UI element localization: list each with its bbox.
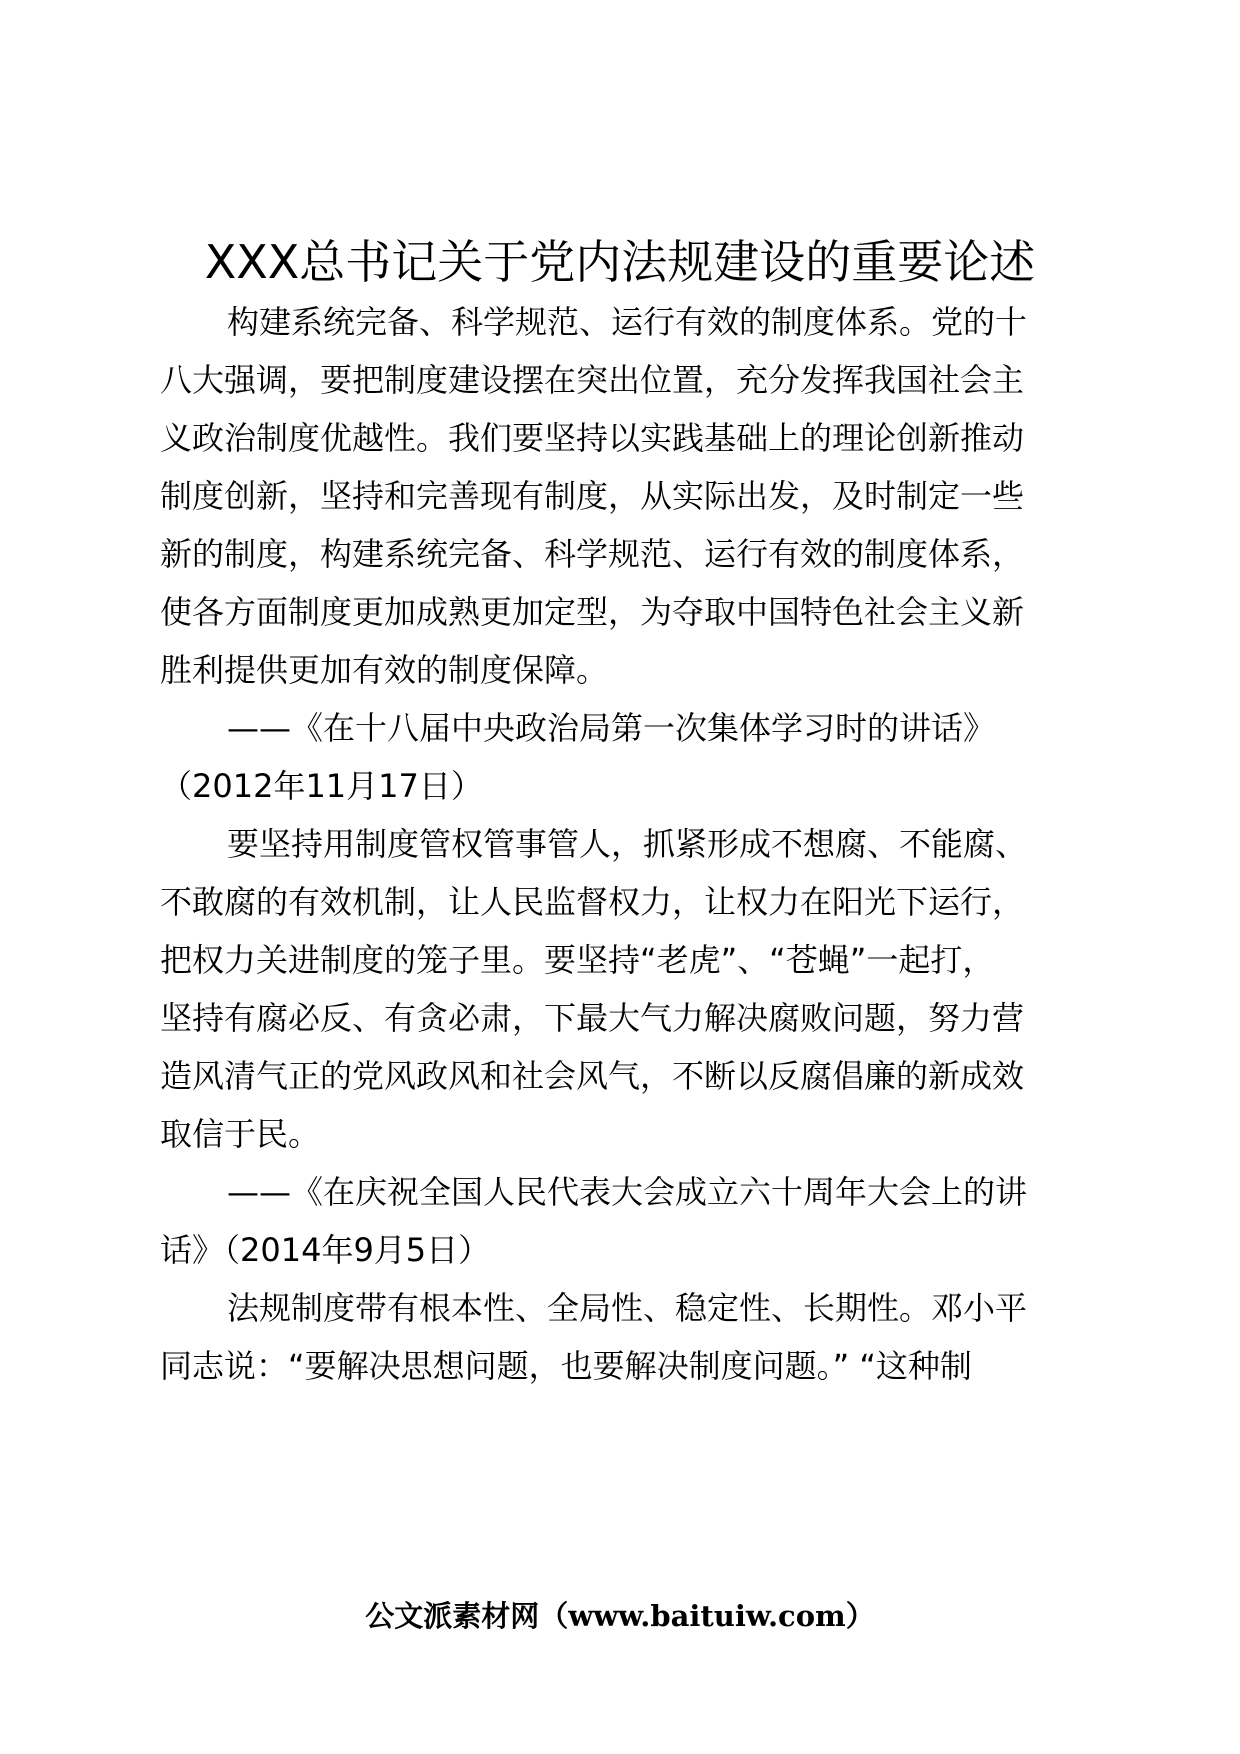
paragraph-line: 造风清气正的党风政风和社会风气，不断以反腐倡廉的新成效 — [160, 1057, 1025, 1095]
paragraph-line: 不敢腐的有效机制，让人民监督权力，让权力在阳光下运行， — [160, 883, 1025, 921]
paragraph-line: 同志说：“要解决思想问题，也要解决制度问题。” “这种制 — [160, 1347, 972, 1385]
paragraph-line: 制度创新，坚持和完善现有制度，从实际出发，及时制定一些 — [160, 477, 1025, 515]
citation-line: ——《在十八届中央政治局第一次集体学习时的讲话》 — [227, 709, 996, 747]
paragraph-line: 法规制度带有根本性、全局性、稳定性、长期性。邓小平 — [227, 1289, 1028, 1327]
citation-line: ——《在庆祝全国人民代表大会成立六十周年大会上的讲 — [227, 1173, 1028, 1211]
paragraph-line: 胜利提供更加有效的制度保障。 — [160, 651, 609, 689]
paragraph-line: 义政治制度优越性。我们要坚持以实践基础上的理论创新推动 — [160, 419, 1025, 457]
citation-date: （2012年11月17日） — [160, 767, 483, 805]
document-title: XXX总书记关于党内法规建设的重要论述 — [204, 235, 1036, 289]
footer-source: 公文派素材网（www.baituiw.com） — [365, 1599, 875, 1633]
paragraph-line: 取信于民。 — [160, 1115, 321, 1153]
paragraph-line: 新的制度，构建系统完备、科学规范、运行有效的制度体系， — [160, 535, 1025, 573]
paragraph-line: 把权力关进制度的笼子里。要坚持“老虎”、“苍蝇”一起打， — [160, 941, 995, 979]
paragraph-line: 使各方面制度更加成熟更加定型，为夺取中国特色社会主义新 — [160, 593, 1025, 631]
paragraph-line: 坚持有腐必反、有贪必肃，下最大气力解决腐败问题，努力营 — [160, 999, 1025, 1037]
paragraph-line: 要坚持用制度管权管事管人，抓紧形成不想腐、不能腐、 — [227, 825, 1028, 863]
paragraph-line: 构建系统完备、科学规范、运行有效的制度体系。党的十 — [227, 303, 1028, 341]
paragraph-line: 八大强调，要把制度建设摆在突出位置，充分发挥我国社会主 — [160, 361, 1025, 399]
citation-date: 话》（2014年9月5日） — [160, 1231, 491, 1269]
